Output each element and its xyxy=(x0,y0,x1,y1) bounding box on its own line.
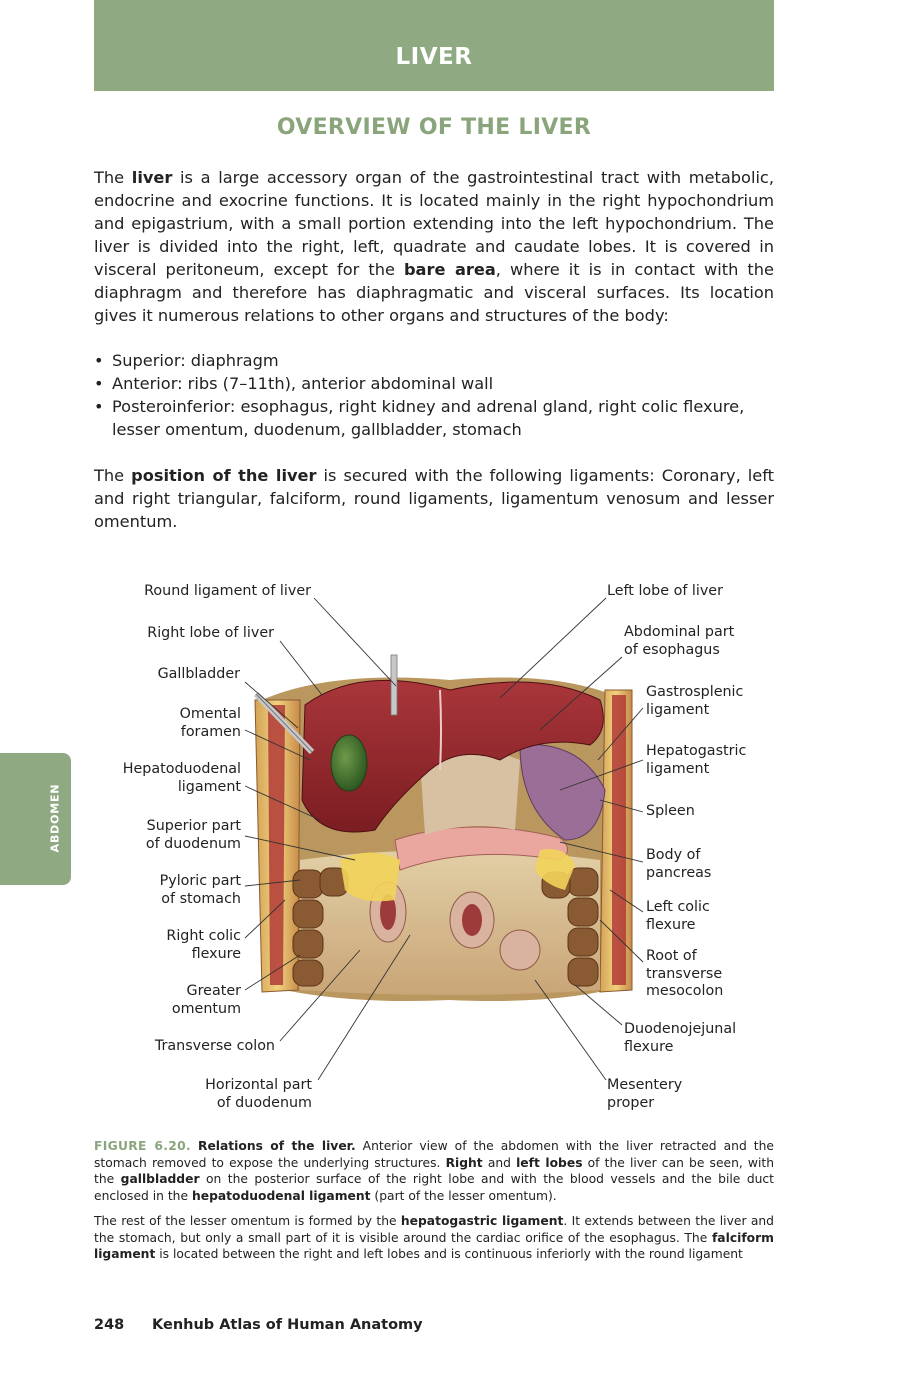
position-paragraph xyxy=(94,464,774,533)
right-colon xyxy=(293,868,348,986)
duodenum-loops xyxy=(370,882,540,970)
caption-title: Relations of the liver. xyxy=(197,1139,356,1153)
page-footer xyxy=(94,1317,423,1333)
label-hepatoduodenal-ligament: Hepatoduodenal ligament xyxy=(122,761,241,795)
label-body-of-pancreas: Body of pancreas xyxy=(646,847,712,881)
book-title: Kenhub Atlas of Human Anatomy xyxy=(152,1317,423,1333)
label-duodenojejunal-flexure: Duodenojejunal flexure xyxy=(624,1021,737,1055)
label-greater-omentum: Greater omentum xyxy=(171,983,241,1017)
pancreas xyxy=(395,827,568,870)
list-item: • Superior: diaphragm xyxy=(94,349,774,372)
label-transverse-colon: Transverse colon xyxy=(154,1038,275,1054)
list-item: • Anterior: ribs (7–11th), anterior abdominal wall xyxy=(94,372,774,395)
side-tab-label: ABDOMEN xyxy=(48,783,62,853)
leader-lines xyxy=(245,598,643,1080)
label-gallbladder: Gallbladder xyxy=(157,666,240,682)
label-round-ligament-of-liver: Round ligament of liver xyxy=(144,583,311,599)
label-gastrosplenic-ligament: Gastrosplenic ligament xyxy=(646,684,744,718)
section-title: OVERVIEW OF THE LIVER xyxy=(276,115,592,140)
liver xyxy=(302,680,603,832)
caption-bold-term: hepatoduodenal ligament xyxy=(191,1188,371,1203)
label-spleen: Spleen xyxy=(646,803,695,819)
label-right-lobe-of-liver: Right lobe of liver xyxy=(147,625,274,641)
label-right-colic-flexure: Right colic flexure xyxy=(166,928,241,962)
chapter-banner xyxy=(94,0,774,91)
spleen xyxy=(520,745,605,840)
intro-text: , where it is in contact with the diaphragm and therefore has diaphragmatic and visceral surfaces. Its location gives it numerous relations to other organs and structures of the body: xyxy=(94,260,774,325)
figure-number: FIGURE 6.20. xyxy=(94,1139,191,1153)
caption-text: on the posterior surface of the right lobe and with the blood vessels and the bile duct enclosed in the xyxy=(94,1172,775,1203)
retractor-right xyxy=(256,694,312,752)
intro-text: The xyxy=(94,168,132,187)
caption-text: . It extends between the liver and the stomach, but only a small part of it is visible around the cardiac orifice of the esophagus. The xyxy=(94,1214,774,1245)
intro-paragraph xyxy=(94,166,774,327)
label-mesentery-proper: Mesentery proper xyxy=(607,1077,683,1111)
caption-bold-term: hepatogastric ligament xyxy=(400,1214,564,1228)
left-colon xyxy=(542,868,598,986)
caption-text: (part of the lesser omentum). xyxy=(370,1188,557,1203)
right-abdominal-wall xyxy=(255,700,300,992)
abdominal-cavity xyxy=(262,678,628,1002)
label-omental-foramen: Omental foramen xyxy=(179,706,241,740)
figure-caption xyxy=(94,1138,774,1204)
caption-text: is located between the right and left lobes and is continuous inferiorly with the round ligament xyxy=(155,1247,743,1262)
caption-text: and xyxy=(482,1155,517,1170)
label-abdominal-part-of-esophagus: Abdominal part of esophagus xyxy=(624,624,735,658)
gallbladder xyxy=(331,735,367,791)
left-abdominal-wall xyxy=(600,690,632,992)
position-text: The xyxy=(94,466,132,485)
position-text: is secured with the following ligaments: Coronary, left and right triangular, falciform, round ligaments, ligamentum venosum and lesser omentum. xyxy=(94,466,774,531)
mesentery xyxy=(300,850,600,995)
label-superior-part-of-duodenum: Superior part of duodenum xyxy=(145,818,241,852)
label-root-of-transverse-mesocolon: Root of transverse mesocolon xyxy=(646,948,724,999)
label-pyloric-part-of-stomach: Pyloric part of stomach xyxy=(159,873,241,907)
intro-bold-term: liver xyxy=(131,168,173,187)
relations-list xyxy=(94,349,774,441)
label-left-colic-flexure: Left colic flexure xyxy=(646,899,710,933)
caption-text: The rest of the lesser omentum is formed by the xyxy=(94,1214,401,1228)
retractor-left xyxy=(391,655,397,715)
chapter-title: LIVER xyxy=(395,44,473,70)
page-number: 248 xyxy=(94,1317,125,1333)
intro-bold-term: bare area xyxy=(403,260,496,279)
list-item: • Posteroinferior: esophagus, right kidney and adrenal gland, right colic flexure, lesser omentum, duodenum, gallbladder, stomach xyxy=(94,395,774,441)
caption-bold-term: falciform ligament xyxy=(94,1230,774,1262)
caption-bold-term: Right xyxy=(445,1155,483,1170)
position-bold-term: position of the liver xyxy=(131,466,317,485)
caption-text: of the liver can be seen, with the xyxy=(94,1155,775,1187)
label-horizontal-part-of-duodenum: Horizontal part of duodenum xyxy=(205,1077,312,1111)
intro-text: is a large accessory organ of the gastrointestinal tract with metabolic, endocrine and exocrine functions. It is located mainly in the right hypochondrium and epigastrium, with a small portion extending into the left hypochondrium. The liver is divided into the right, left, quadrate and caudate lobes. It is covered in visceral peritoneum, except for the xyxy=(94,168,774,279)
label-left-lobe-of-liver: Left lobe of liver xyxy=(607,583,723,599)
caption-continuation xyxy=(94,1213,774,1263)
label-hepatogastric-ligament: Hepatogastric ligament xyxy=(646,743,747,777)
caption-bold-term: gallbladder xyxy=(120,1172,200,1187)
caption-bold-term: left lobes xyxy=(516,1155,583,1170)
caption-text: Anterior view of the abdomen with the liver retracted and the stomach removed to expose the underlying structures. xyxy=(94,1139,774,1170)
